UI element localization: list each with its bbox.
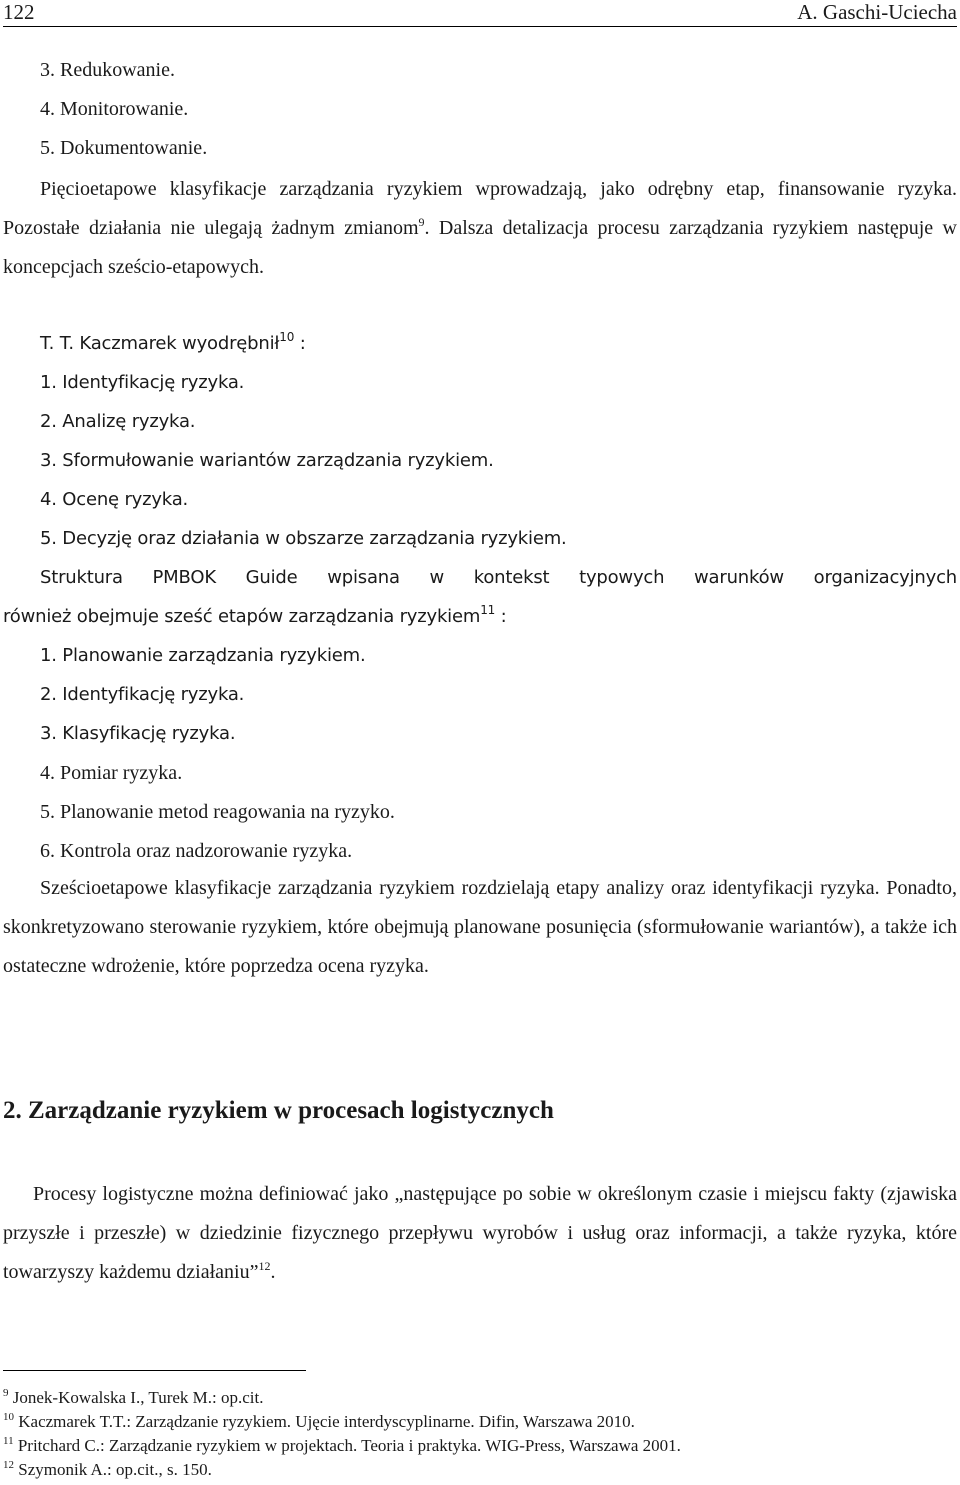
footnote: $^9$ Jonek-Kowalska I., Turek M.: op.cit. xyxy=(3,1387,264,1407)
kaczmarek-intro: T. T. Kaczmarek wyodrębnił$^{10}$ : xyxy=(40,330,306,354)
footnote-ref: 11 xyxy=(480,603,496,617)
paragraph-logistics: Procesy logistyczne można definiować jako „następujące po sobie w określonym czasie i miejscu fakty (zjawiska przyszłe i przeszłe) w dziedzinie fizycznego przepływu wyrobów i usług oraz informacji, a także ryzyka, które towarzyszy każdemu działaniu”$^{12}$. xyxy=(3,1183,957,1283)
list-item: 3. Sformułowanie wariantów zarządzania ryzykiem. xyxy=(40,450,494,471)
footnote: $^{11}$ Pritchard C.: Zarządzanie ryzykiem w projektach. Teoria i praktyka. WIG-Press, Warszawa 2001. xyxy=(3,1435,681,1455)
list-item: 3. Klasyfikację ryzyka. xyxy=(40,723,236,744)
page-number: 122 xyxy=(3,0,35,24)
list-item: 2. Analizę ryzyka. xyxy=(40,411,196,432)
list-item: 4. Pomiar ryzyka. xyxy=(40,762,183,784)
pmbok-line-2: również obejmuje sześć etapów zarządzania ryzykiem$^{11}$ : xyxy=(3,603,507,627)
footnote-ref: 10 xyxy=(279,330,295,344)
footnote: $^{12}$ Szymonik A.: op.cit., s. 150. xyxy=(3,1459,212,1479)
list-item: 4. Ocenę ryzyka. xyxy=(40,489,189,510)
list-item: 6. Kontrola oraz nadzorowanie ryzyka. xyxy=(40,840,353,862)
running-header-author: A. Gaschi-Uciecha xyxy=(797,0,957,24)
list-item: 5. Decyzję oraz działania w obszarze zarządzania ryzykiem. xyxy=(40,528,567,549)
paragraph-five-stage: Pięcioetapowe klasyfikacje zarządzania ryzykiem wprowadzają, jako odrębny etap, finansowanie ryzyka. Pozostałe działania nie ulegają żadnym zmianom$^9$. Dalsza detalizacja procesu zarządzania ryzykiem następuje w koncepcjach sześcio-etapowych. xyxy=(3,178,957,278)
list-item: 2. Identyfikację ryzyka. xyxy=(40,684,245,705)
header-rule xyxy=(3,26,957,27)
footnote-ref: 9 xyxy=(418,215,425,229)
footnote: $^{10}$ Kaczmarek T.T.: Zarządzanie ryzykiem. Ujęcie interdyscyplinarne. Difin, Warszawa 2010. xyxy=(3,1411,635,1431)
list-item: 1. Planowanie zarządzania ryzykiem. xyxy=(40,645,366,666)
list-item: 1. Identyfikację ryzyka. xyxy=(40,372,245,393)
list-item: 3. Redukowanie. xyxy=(40,59,175,81)
footnote-ref: 12 xyxy=(258,1259,271,1273)
pmbok-line-1: Struktura PMBOK Guide wpisana w kontekst typowych warunków organizacyjnych xyxy=(40,567,957,588)
paragraph-six-stage: Sześcioetapowe klasyfikacje zarządzania ryzykiem rozdzielają etapy analizy oraz identyfikacji ryzyka. Ponadto, skonkretyzowano sterowanie ryzykiem, które obejmują planowane posunięcia (sformułowanie wariantów), a także ich ostateczne wdrożenie, które poprzedza ocena ryzyka. xyxy=(3,877,957,977)
list-item: 5. Dokumentowanie. xyxy=(40,137,208,159)
list-item: 5. Planowanie metod reagowania na ryzyko. xyxy=(40,801,395,823)
list-item: 4. Monitorowanie. xyxy=(40,98,189,120)
footnote-rule xyxy=(3,1370,306,1371)
section-heading: 2. Zarządzanie ryzykiem w procesach logistycznych xyxy=(3,1097,554,1124)
